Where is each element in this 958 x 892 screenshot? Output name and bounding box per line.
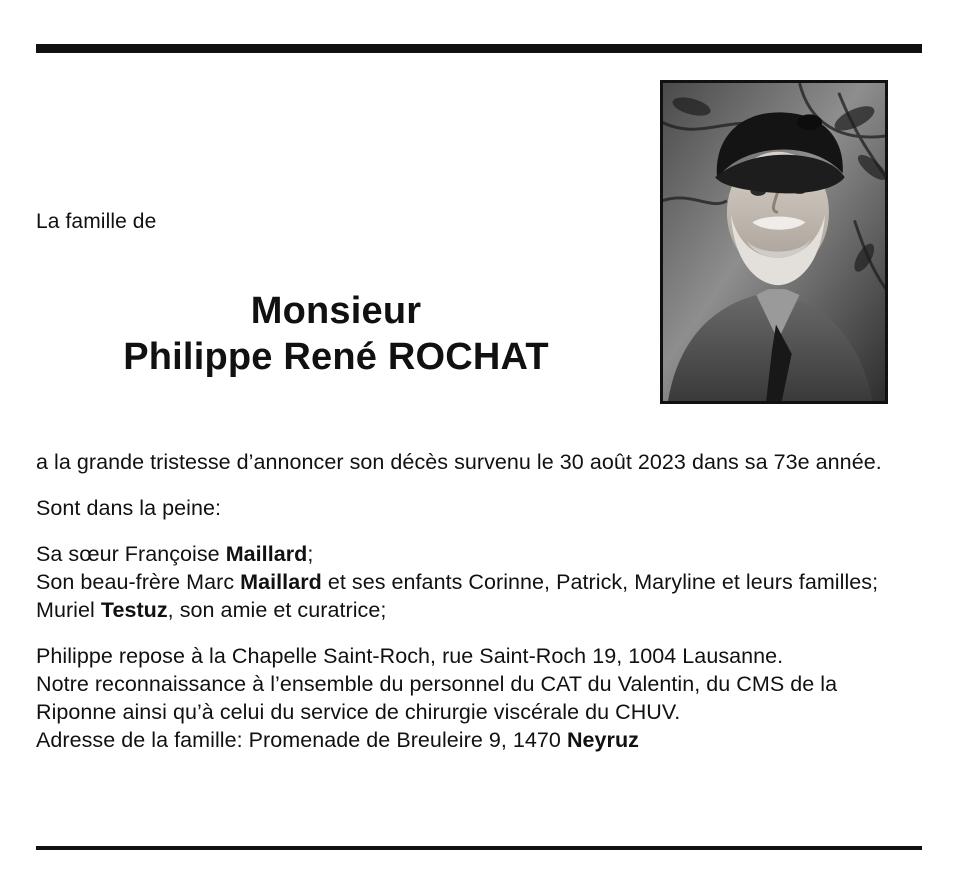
thanks-paragraph: Notre reconnaissance à l’ensemble du personnel du CAT du Valentin, du CMS de la Riponne ainsi qu’à celui du service de chirurgie viscérale du CHUV.: [36, 672, 838, 724]
mourner-2-suffix: et ses enfants Corinne, Patrick, Maryline et leurs familles;: [321, 570, 879, 594]
mourner-1-suffix: ;: [307, 542, 314, 566]
mourner-1-prefix: Sa sœur Françoise: [36, 542, 226, 566]
mourner-line-1: [36, 540, 920, 568]
resting-place-line: Philippe repose à la Chapelle Saint-Roch, rue Saint-Roch 19, 1004 Lausanne.: [36, 644, 784, 668]
portrait-illustration: [663, 83, 885, 401]
mourner-2-prefix: Son beau-frère Marc: [36, 570, 241, 594]
honorific: Monsieur: [250, 290, 422, 332]
mourner-2-surname: Maillard: [240, 570, 322, 594]
mourner-3-suffix: , son amie et curatrice;: [167, 598, 387, 622]
intro-line: La famille de: [36, 210, 157, 233]
mourner-line-2: [36, 568, 920, 596]
address-locality: Neyruz: [566, 728, 639, 752]
notice-body: [36, 448, 920, 754]
mourners-heading: Sont dans la peine:: [36, 496, 222, 520]
mourner-3-surname: Testuz: [100, 598, 168, 622]
mourner-3-prefix: Muriel: [36, 598, 101, 622]
announcement-paragraph: a la grande tristesse d’annoncer son décès survenu le 30 août 2023 dans sa 73e année.: [36, 450, 882, 474]
top-divider-rule: [36, 44, 922, 53]
mourner-1-surname: Maillard: [225, 542, 308, 566]
full-name: Philippe René ROCHAT: [123, 336, 549, 378]
deceased-name-block: [36, 288, 636, 380]
address-prefix: Adresse de la famille: Promenade de Breuleire 9, 1470: [36, 728, 567, 752]
mourner-line-3: [36, 596, 920, 624]
family-address-line: [36, 726, 920, 754]
bottom-divider-rule: [36, 846, 922, 850]
portrait-photo: [660, 80, 888, 404]
